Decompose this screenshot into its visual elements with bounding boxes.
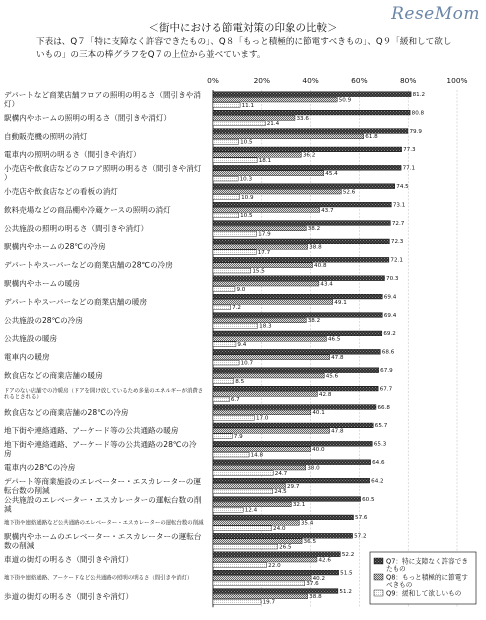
bar-value-label: 40.1 [312,410,325,417]
category-label: 電車内の照明の明るさ（間引きや消灯） [4,150,141,160]
bar-2 [213,392,317,397]
bar-1 [213,110,410,115]
bar-value-label: 69.4 [383,312,397,319]
bar-value-label: 68.6 [381,349,395,356]
bar-value-label: 40.2 [312,575,326,582]
category-label: ドアのない店舗での冷暖房（ドアを開け放しているため多量のエネルギーが消費されるとされる） [4,388,204,401]
bar-1 [213,515,354,520]
bar-value-label: 67.7 [379,386,393,393]
bar-value-label: 24.0 [273,526,286,532]
category-label: 公共施設の暖房 [4,334,58,344]
bar-1 [213,313,382,318]
bar-2 [213,355,330,360]
bar-2 [213,484,285,489]
bar-value-label: 38.8 [309,244,322,251]
bar-1 [213,184,395,189]
bar-2 [213,502,291,507]
bar-value-label: 47.8 [331,355,344,361]
category-label: 駅構内やホームのエレベーター・エスカレーターの運転台数の削減 [4,532,202,551]
bar-value-label: 81.2 [412,92,426,98]
bar-1 [213,276,385,281]
bar-1 [213,441,372,446]
bar-2 [213,576,311,581]
bar-value-label: 42.8 [318,391,332,398]
bar-1 [213,478,370,483]
bar-3 [213,544,278,549]
bar-2 [213,373,324,378]
x-tick-label: 60% [351,76,368,85]
bar-value-label: 40.8 [314,263,327,269]
bar-value-label: 79.9 [409,128,422,135]
bar-1 [213,221,390,226]
x-tick-label: 0% [207,76,219,85]
bar-value-label: 7.9 [233,434,243,440]
bar-value-label: 9.4 [237,342,247,348]
bar-value-label: 69.2 [383,331,396,338]
bar-value-label: 72.7 [391,220,405,227]
bar-value-label: 15.5 [252,268,265,275]
bar-value-label: 43.7 [321,207,334,214]
bar-value-label: 51.2 [339,588,352,595]
bar-value-label: 9.0 [236,286,246,293]
chart-title: ＜街中における節電対策の印象の比較＞ [148,22,338,34]
bar-value-label: 38.0 [307,465,320,472]
category-label: デパートやスーパーなどの商業店舗の暖房 [4,297,148,307]
bar-1 [213,349,380,354]
bar-value-label: 50.9 [338,97,352,104]
category-label: 地下街や連絡通路、アーケード等の公共通路の28℃の冷房 [4,440,197,459]
bar-2 [213,465,306,470]
category-label: 歩道の街灯の明るさ（間引きや消灯） [4,591,134,601]
category-label: 電車内の28℃の冷房 [4,463,76,472]
bar-2 [213,208,320,213]
bar-value-label: 38.2 [307,318,321,325]
category-label: 飲料売場などの商品棚や冷蔵ケースの照明の消灯 [4,205,171,215]
x-tick-label: 100% [446,76,468,85]
bar-1 [213,92,411,97]
bar-2 [213,300,333,305]
bar-1 [213,570,339,575]
bar-1 [213,497,361,502]
bar-2 [213,189,341,194]
category-label: 地下街や連絡通路など公共通路のエレベーター・エスカレーターの運転台数の削減 [4,520,204,527]
bar-1 [213,294,382,299]
bar-value-label: 36.5 [303,539,317,545]
bar-3 [213,305,231,310]
bar-3 [213,452,249,457]
bar-value-label: 65.3 [373,441,387,448]
bar-value-label: 43.4 [320,281,333,288]
bar-value-label: 36.2 [302,152,316,159]
bar-3 [213,231,257,236]
bar-2 [213,171,324,176]
bars [213,92,425,606]
bar-value-label: 17.9 [258,231,271,238]
category-label: デパートなど商業店舗フロアの照明の明るさ（間引きや消灯） [4,90,201,109]
bar-value-label: 65.7 [374,423,388,430]
bar-2 [213,134,364,139]
category-label: 自動販売機の照明の消灯 [4,131,88,141]
bar-value-label: 22.0 [268,562,281,569]
bar-value-label: 19.7 [262,599,276,606]
bar-value-label: 72.3 [390,239,404,246]
chart-description: 下表は、Q７「特に支障なく許容できたもの」、Q８「もっと積極的に節電すべきもの」、Q９「緩和して欲しいもの」の三本の棒グラフをQ７の上位から並べています。 [36,37,452,60]
bar-3 [213,415,254,420]
category-label: 小売店や飲食店などの看板の消灯 [4,187,118,196]
category-labels [3,90,204,601]
category-label: 駅構内やホームの暖房 [4,279,80,288]
bar-3 [213,268,251,273]
bar-value-label: 7.2 [232,305,241,312]
category-label: デパート等商業施設のエレベーター・エスカレーターの運転台数の削減 [4,476,201,495]
bar-value-label: 33.6 [296,115,309,122]
category-label: 電車内の暖房 [4,352,50,362]
bar-value-label: 38.8 [309,594,322,601]
bar-2 [213,152,301,157]
x-tick-label: 20% [253,76,271,85]
bar-value-label: 18.1 [258,158,272,164]
bar-value-label: 37.6 [306,581,319,588]
bar-value-label: 21.4 [266,121,280,128]
bar-1 [213,368,379,373]
bar-2 [213,594,308,599]
bar-value-label: 52.6 [342,189,356,196]
bar-value-label: 57.6 [355,515,368,522]
bar-2 [213,116,295,121]
category-label: 駅構内やホームの28℃の冷房 [4,242,106,252]
bar-3 [213,287,235,292]
bar-2 [213,520,299,525]
bar-1 [213,147,402,152]
bar-value-label: 38.2 [307,226,321,233]
bar-value-label: 35.4 [300,520,314,527]
legend [370,552,476,604]
bar-value-label: 10.9 [241,194,254,201]
bar-3 [213,176,238,181]
bar-value-label: 14.8 [250,452,264,459]
bar-1 [213,533,353,538]
bar-3 [213,121,265,126]
bar-value-label: 61.8 [365,134,378,141]
bar-3 [213,434,232,439]
bar-value-label: 47.8 [331,428,344,435]
bar-value-label: 24.7 [274,470,288,477]
category-label: 地下街や連絡通路、アーケードなど公共通路の照明の明るさ（間引きや消灯） [4,575,193,582]
legend-entry: Q9：緩和して欲しいもの [386,589,462,598]
bar-2 [213,539,302,544]
bar-3 [213,103,240,108]
category-label: 公共施設の28℃の冷房 [4,315,83,325]
bar-3 [213,526,272,531]
category-label: 公共施設の照明の明るさ（間引きや消灯） [4,223,149,233]
bar-value-label: 10.7 [240,360,254,367]
category-label: 車道の街灯の明るさ（間引きや消灯） [4,555,134,564]
legend-swatch [374,590,383,596]
x-tick-label: 40% [302,76,319,85]
bar-value-label: 8.5 [235,378,245,385]
bar-value-label: 49.1 [334,299,347,306]
bar-1 [213,405,376,410]
legend-entry: Q7：特に支障なく許容できたもの [386,557,468,573]
bar-2 [213,336,326,341]
resemom-logo: ReseMom [391,4,480,24]
bar-value-label: 10.3 [239,176,253,183]
bar-3 [213,379,234,384]
bar-value-label: 77.1 [402,165,416,172]
bar-value-label: 11.1 [241,102,255,109]
x-tick-label: 80% [399,76,417,85]
bar-value-label: 70.3 [386,276,399,282]
bar-value-label: 51.5 [340,570,353,577]
legend-entry: Q8：もっと積極的に節電すべきもの [386,573,468,589]
bar-1 [213,460,371,465]
bar-value-label: 12.4 [244,507,258,514]
bar-value-label: 74.5 [396,184,409,190]
bar-value-label: 6.7 [230,397,240,404]
bar-1 [213,239,389,244]
bar-3 [213,563,267,568]
bar-value-label: 77.3 [403,147,416,154]
bar-1 [213,129,408,134]
bar-2 [213,97,337,102]
bar-value-label: 73.1 [392,202,406,209]
bar-2 [213,557,317,562]
bar-1 [213,257,389,262]
bar-value-label: 69.4 [383,294,397,301]
bar-value-label: 32.1 [292,502,306,509]
bar-3 [213,581,305,586]
bar-1 [213,331,382,336]
bar-1 [213,423,373,428]
category-label: デパートやスーパーなどの商業店舗の28℃の冷房 [4,260,173,270]
bar-3 [213,213,239,218]
bar-3 [213,471,273,476]
bar-value-label: 10.5 [240,139,253,146]
bar-value-label: 52.2 [341,552,355,558]
legend-swatch [374,574,383,580]
bar-value-label: 80.8 [411,110,425,117]
bar-3 [213,323,258,328]
bar-3 [213,489,273,494]
bar-3 [213,507,243,512]
bar-2 [213,263,313,268]
bar-3 [213,250,256,255]
bar-value-label: 45.4 [325,171,338,177]
bar-3 [213,599,261,604]
bar-value-label: 64.6 [372,460,385,466]
bar-1 [213,386,378,391]
bar-2 [213,318,306,323]
bar-2 [213,428,330,433]
category-label: 飲食店などの商業店舗の暖房 [4,371,103,380]
bar-value-label: 57.2 [354,533,367,540]
bar-2 [213,244,308,249]
bar-3 [213,195,240,200]
bar-value-label: 45.6 [325,373,339,380]
bar-value-label: 40.0 [312,447,325,453]
bar-value-label: 29.7 [286,483,300,490]
bar-3 [213,342,236,347]
bar-1 [213,202,391,207]
legend-swatch [374,558,383,564]
category-label: 地下街や連絡通路、アーケード等の公共通路の暖房 [4,426,179,436]
bar-3 [213,397,229,402]
bar-value-label: 72.1 [390,257,403,264]
bar-value-label: 17.0 [255,415,269,422]
bar-value-label: 42.6 [318,557,331,564]
bar-value-label: 64.2 [371,478,384,485]
bar-2 [213,410,311,415]
bar-value-label: 67.9 [380,368,393,374]
bar-3 [213,158,257,163]
bar-value-label: 26.5 [279,544,292,551]
bar-value-label: 18.3 [259,323,272,330]
bar-1 [213,165,401,170]
bar-value-label: 10.5 [240,213,253,220]
category-label: 小売店や飲食店などのフロア照明の明るさ（間引きや消灯） [4,164,202,183]
bar-value-label: 24.5 [274,489,287,496]
bar-value-label: 17.7 [257,250,271,256]
category-label: 公共施設のエレベーター・エスカレーターの運転台数の削減 [4,495,202,514]
bar-2 [213,281,319,286]
bar-1 [213,589,338,594]
bar-3 [213,139,239,144]
bar-2 [213,447,311,452]
bar-value-label: 66.8 [377,404,390,411]
bar-3 [213,360,239,365]
bar-value-label: 46.5 [327,336,341,343]
bar-value-label: 60.5 [362,496,375,503]
category-label: 駅構内やホームの照明の明るさ（間引きや消灯） [4,113,172,123]
bar-2 [213,226,306,231]
bar-1 [213,552,340,557]
category-label: 飲食店などの商業店舗の28℃の冷房 [4,407,129,417]
